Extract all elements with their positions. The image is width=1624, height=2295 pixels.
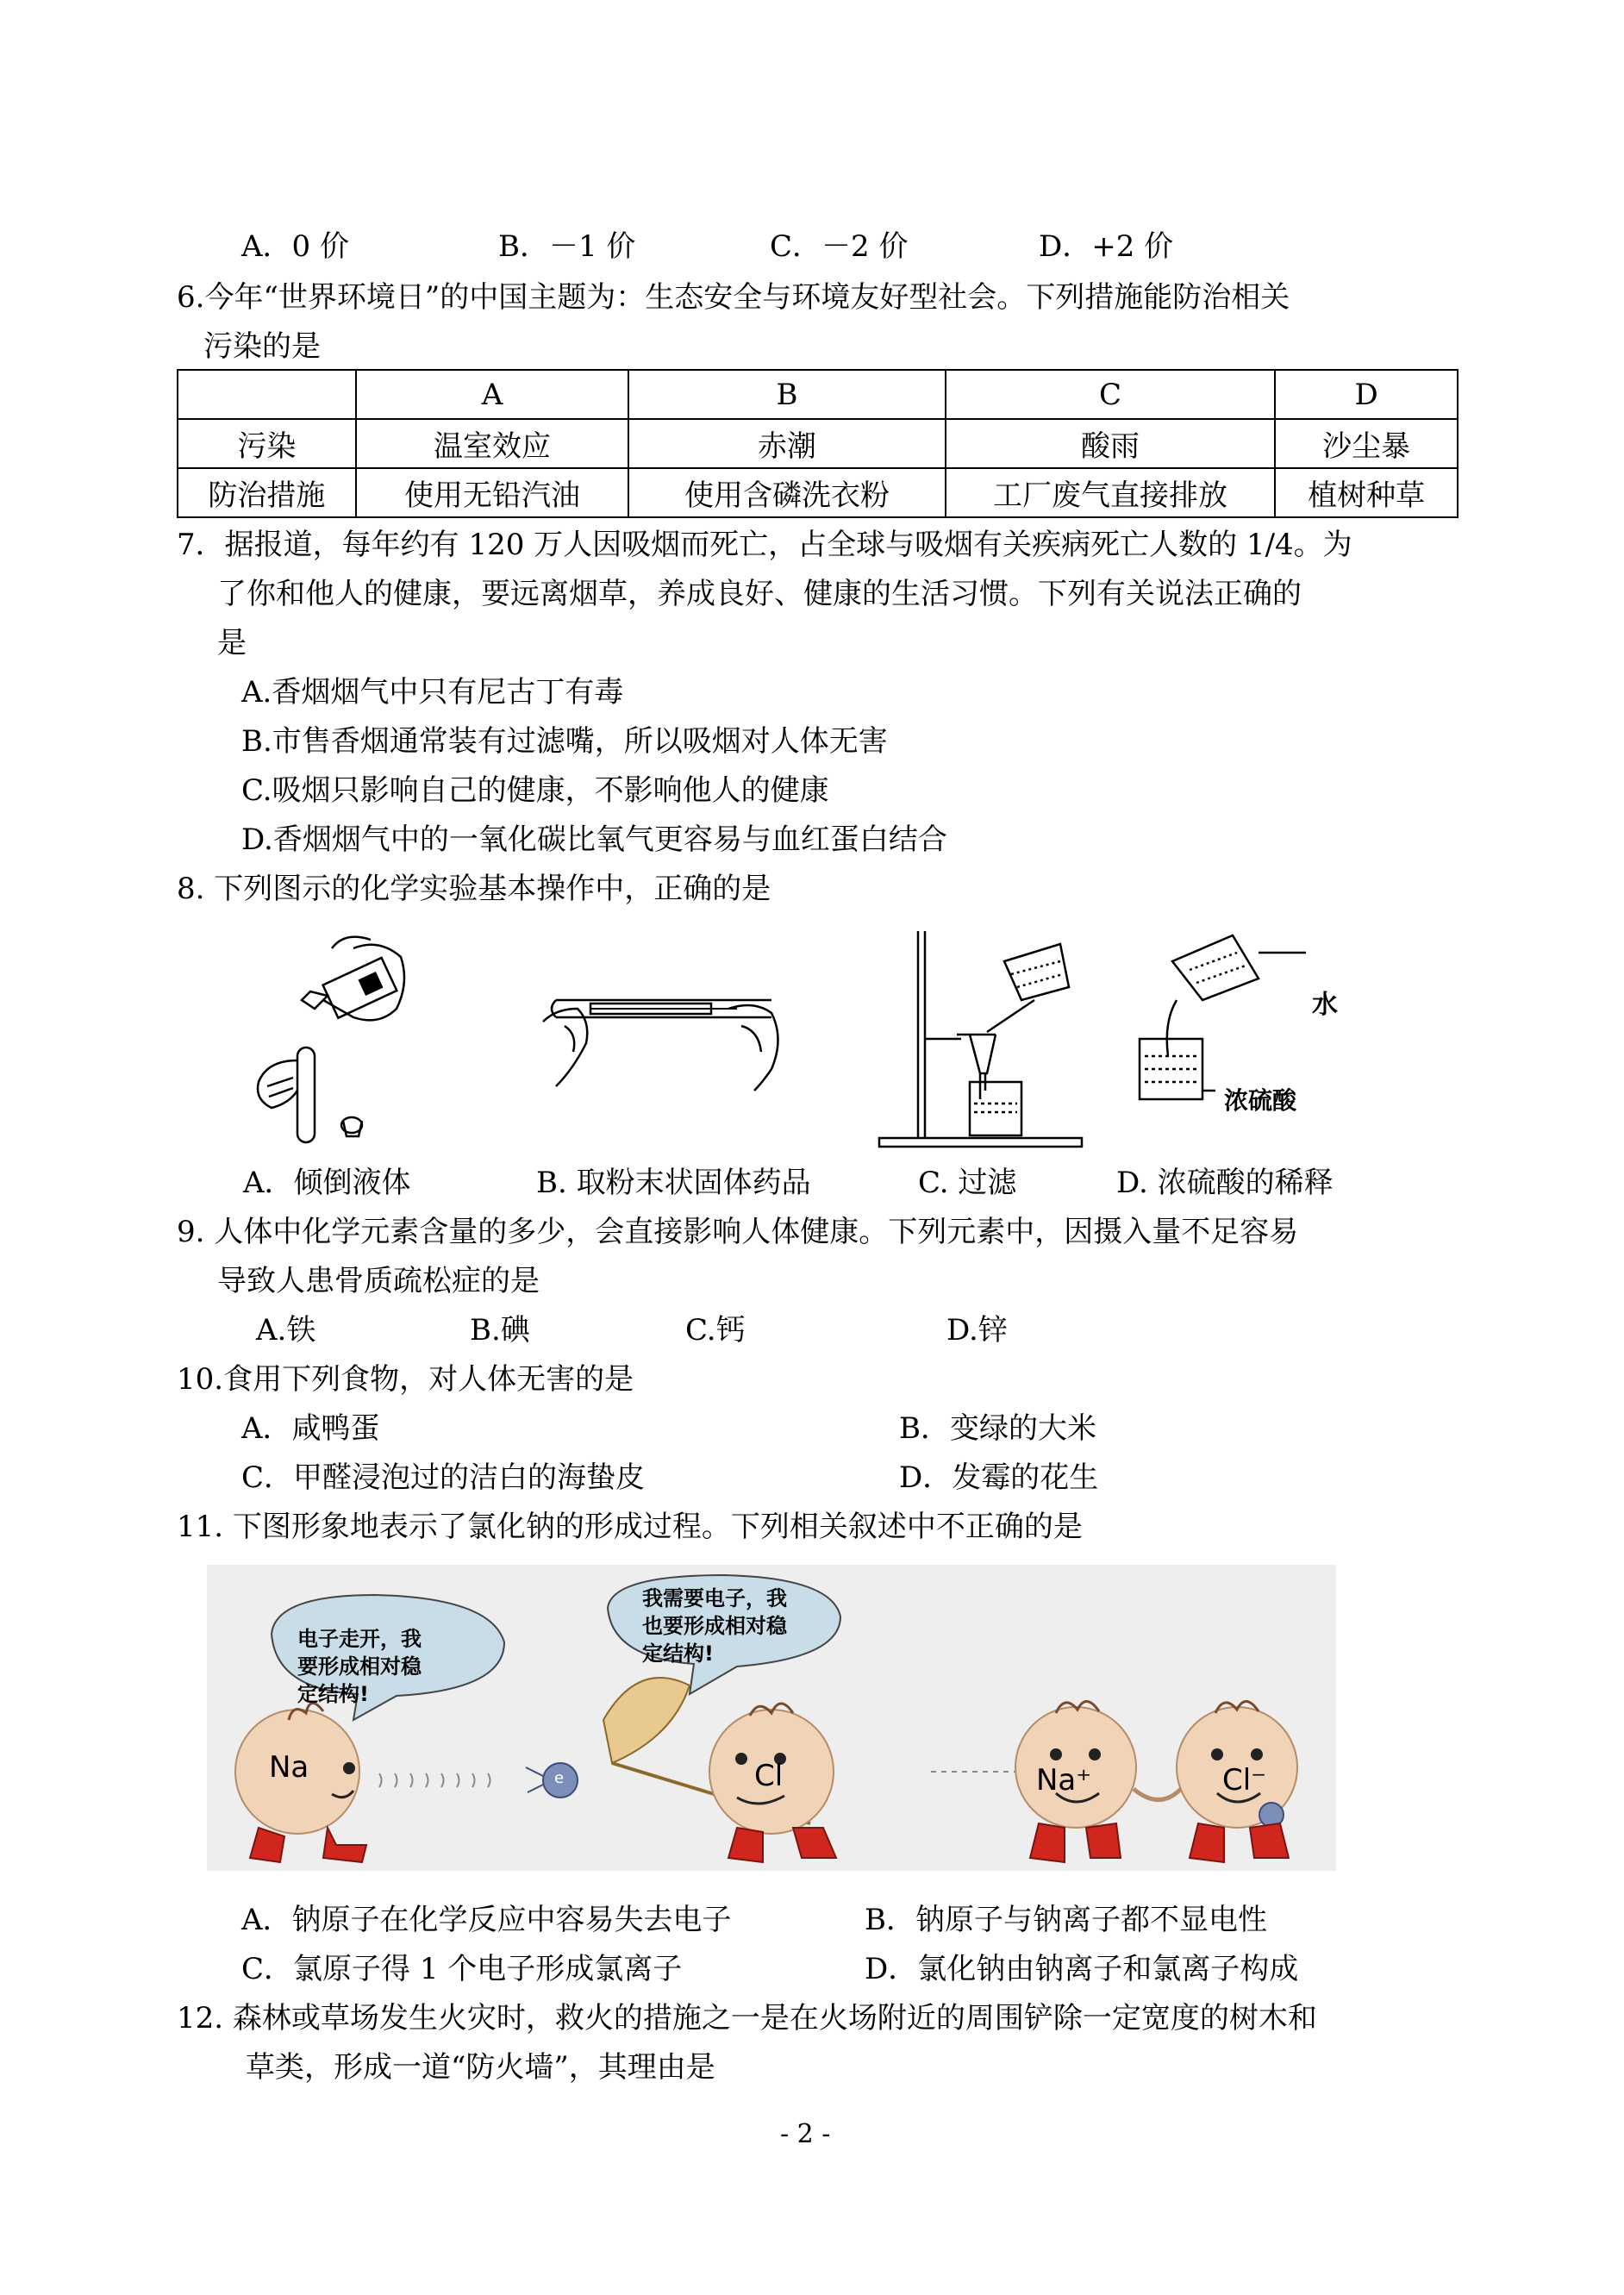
table-cell: 酸雨 — [946, 419, 1275, 468]
atom-label-cl: Cl — [754, 1759, 784, 1793]
ion-label-cl-minus: Cl⁻ — [1222, 1763, 1267, 1798]
q9-stem-line1: 9. 人体中化学元素含量的多少，会直接影响人体健康。下列元素中，因摄入量不足容易 — [177, 1215, 1299, 1249]
table-cell: 工厂废气直接排放 — [946, 468, 1275, 517]
q5-option-c: C．－2 价 — [770, 229, 909, 264]
q12-stem-line2: 草类，形成一道“防火墙”，其理由是 — [246, 2050, 715, 2085]
table-cell: 温室效应 — [356, 419, 629, 468]
label-water: 水 — [1312, 990, 1338, 1020]
table-cell — [178, 370, 356, 419]
bubble-cl-line: 我需要电子，我 — [642, 1586, 787, 1610]
table-cell: B — [628, 370, 945, 419]
q9-stem-line2: 导致人患骨质疏松症的是 — [217, 1264, 540, 1298]
table-cell: 使用无铅汽油 — [356, 468, 629, 517]
table-cell: C — [946, 370, 1275, 419]
table-cell: 防治措施 — [178, 468, 356, 517]
speech-bubble-cl — [642, 1585, 787, 1667]
q10-option-b: B．变绿的大米 — [899, 1411, 1096, 1446]
q9-option-b: B.碘 — [470, 1313, 530, 1348]
q8-option-c: C. 过滤 — [918, 1166, 1017, 1200]
q7-option-c: C.吸烟只影响自己的健康，不影响他人的健康 — [241, 773, 829, 808]
atom-label-na: Na — [269, 1750, 309, 1785]
q5-option-a: A．0 价 — [241, 229, 349, 264]
q8-stem: 8. 下列图示的化学实验基本操作中，正确的是 — [177, 872, 771, 906]
q6-stem-line1: 6.今年“世界环境日”的中国主题为：生态安全与环境友好型社会。下列措施能防治相关 — [177, 280, 1290, 315]
q10-option-a: A．咸鸭蛋 — [241, 1411, 380, 1446]
q12-stem-line1: 12. 森林或草场发生火灾时，救火的措施之一是在火场附近的周围铲除一定宽度的树木和 — [177, 2001, 1317, 2035]
q7-option-d: D.香烟烟气中的一氧化碳比氧气更容易与血红蛋白结合 — [241, 822, 947, 857]
q8-option-d: D. 浓硫酸的稀释 — [1116, 1166, 1334, 1200]
table-row — [178, 419, 1458, 468]
q5-option-b: B．－1 价 — [498, 229, 636, 264]
figure-pouring-liquid — [250, 931, 422, 1147]
table-row — [178, 468, 1458, 517]
ion-label-na-plus: Na⁺ — [1036, 1763, 1092, 1798]
table-cell: 赤潮 — [628, 419, 945, 468]
figure-filtration — [875, 927, 1099, 1151]
q6-stem-line2: 污染的是 — [203, 329, 321, 364]
q11-option-d: D．氯化钠由钠离子和氯离子构成 — [865, 1952, 1299, 1986]
bubble-na-line: 电子走开，我 — [297, 1627, 422, 1651]
q11-stem: 11. 下图形象地表示了氯化钠的形成过程。下列相关叙述中不正确的是 — [177, 1510, 1083, 1544]
page-number: - 2 - — [780, 2119, 831, 2149]
bubble-na-line: 定结构! — [297, 1682, 369, 1706]
q7-stem-line3: 是 — [217, 626, 247, 660]
table-cell: D — [1275, 370, 1458, 419]
q7-option-a: A.香烟烟气中只有尼古丁有毒 — [241, 675, 624, 710]
q10-option-d: D．发霉的花生 — [899, 1460, 1099, 1495]
q8-option-b: B. 取粉末状固体药品 — [536, 1166, 811, 1200]
q11-option-b: B．钠原子与钠离子都不显电性 — [865, 1903, 1267, 1937]
q5-option-d: D．+2 价 — [1039, 229, 1174, 264]
q9-option-a: A.铁 — [256, 1313, 316, 1348]
table-cell: 使用含磷洗衣粉 — [628, 468, 945, 517]
speech-bubble-na — [297, 1625, 422, 1708]
table-cell: 沙尘暴 — [1275, 419, 1458, 468]
bubble-cl-line: 也要形成相对稳 — [642, 1614, 787, 1638]
q11-option-c: C．氯原子得 1 个电子形成氯离子 — [241, 1952, 683, 1986]
label-concentrated-acid: 浓硫酸 — [1224, 1086, 1297, 1115]
q7-stem-line2: 了你和他人的健康，要远离烟草，养成良好、健康的生活习惯。下列有关说法正确的 — [217, 577, 1302, 611]
pollution-table — [177, 369, 1458, 518]
q9-option-d: D.锌 — [946, 1313, 1008, 1348]
table-header-row — [178, 370, 1458, 419]
q7-stem-line1: 7．据报道，每年约有 120 万人因吸烟而死亡，占全球与吸烟有关疾病死亡人数的 1/4。为 — [177, 528, 1352, 562]
q10-option-c: C．甲醛浸泡过的洁白的海蛰皮 — [241, 1460, 646, 1495]
q10-stem: 10.食用下列食物，对人体无害的是 — [177, 1362, 634, 1397]
q7-option-b: B.市售香烟通常装有过滤嘴，所以吸烟对人体无害 — [241, 724, 888, 759]
table-cell: 污染 — [178, 419, 356, 468]
electron-label: e — [554, 1769, 565, 1787]
bubble-na-line: 要形成相对稳 — [297, 1654, 422, 1679]
q9-option-c: C.钙 — [685, 1313, 746, 1348]
q11-option-a: A．钠原子在化学反应中容易失去电子 — [241, 1903, 732, 1937]
table-cell: A — [356, 370, 629, 419]
q8-option-a: A．倾倒液体 — [243, 1166, 411, 1200]
figure-powder-sampling — [539, 974, 797, 1095]
table-cell: 植树种草 — [1275, 468, 1458, 517]
bubble-cl-line: 定结构! — [642, 1642, 714, 1666]
